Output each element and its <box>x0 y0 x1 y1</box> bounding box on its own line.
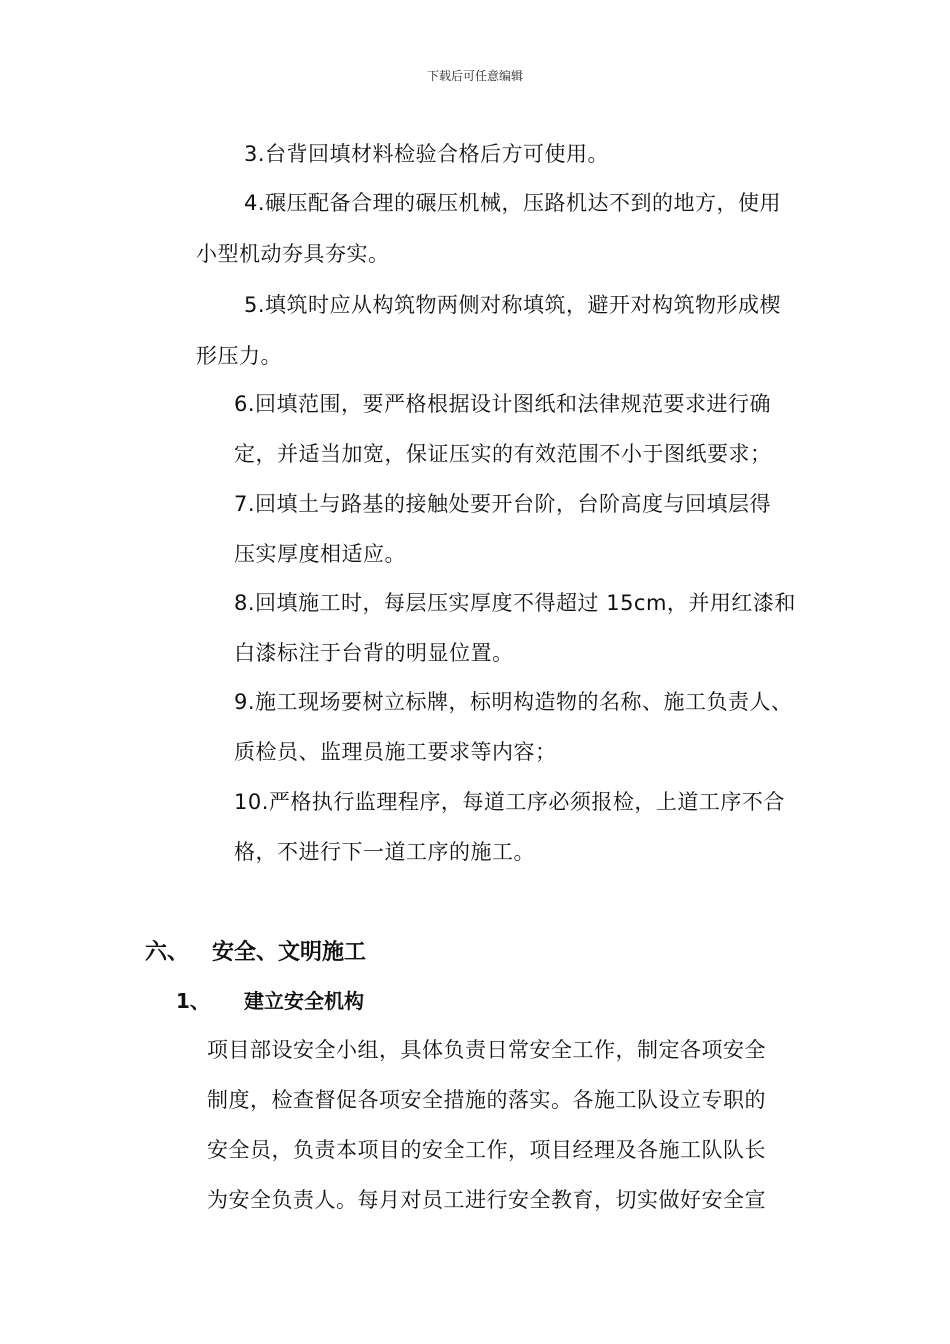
list-item-8-cont: 白漆标注于台背的明显位置。 <box>234 641 514 665</box>
list-item-5-cont: 形压力。 <box>196 344 282 368</box>
list-item-6: 6.回填范围，要严格根据设计图纸和法律规范要求进行确 <box>234 392 772 416</box>
list-item-7-cont: 压实厚度相适应。 <box>234 542 406 566</box>
paragraph-line-4: 为安全负责人。每月对员工进行安全教育，切实做好安全宣 <box>207 1188 766 1212</box>
list-item-5: 5.填筑时应从构筑物两侧对称填筑，避开对构筑物形成楔 <box>244 293 782 317</box>
section-number: 六、 <box>145 940 190 965</box>
list-item-4-cont: 小型机动夯具夯实。 <box>196 242 390 266</box>
list-item-9: 9.施工现场要树立标牌，标明构造物的名称、施工负责人、 <box>234 690 793 714</box>
list-item-7: 7.回填土与路基的接触处要开台阶，台阶高度与回填层得 <box>234 492 772 516</box>
subsection-title: 建立安全机构 <box>244 989 364 1013</box>
list-item-10: 10.严格执行监理程序，每道工序必须报检，上道工序不合 <box>234 790 785 814</box>
list-item-4: 4.碾压配备合理的碾压机械，压路机达不到的地方，使用 <box>244 191 782 215</box>
page-header: 下载后可任意编辑 <box>426 69 523 83</box>
section-title: 安全、文明施工 <box>212 940 367 965</box>
paragraph-line-3: 安全员，负责本项目的安全工作，项目经理及各施工队队长 <box>207 1138 766 1162</box>
list-item-3: 3.台背回填材料检验合格后方可使用。 <box>244 142 610 166</box>
list-item-9-cont: 质检员、监理员施工要求等内容； <box>234 740 557 764</box>
list-item-8: 8.回填施工时，每层压实厚度不得超过 15cm，并用红漆和 <box>234 591 796 615</box>
subsection-number: 1、 <box>176 989 210 1013</box>
list-item-6-cont: 定，并适当加宽，保证压实的有效范围不小于图纸要求； <box>234 442 772 466</box>
paragraph-line-2: 制度，检查督促各项安全措施的落实。各施工队设立专职的 <box>207 1088 766 1112</box>
paragraph-line-1: 项目部设安全小组，具体负责日常安全工作，制定各项安全 <box>207 1038 766 1062</box>
list-item-10-cont: 格，不进行下一道工序的施工。 <box>234 840 535 864</box>
